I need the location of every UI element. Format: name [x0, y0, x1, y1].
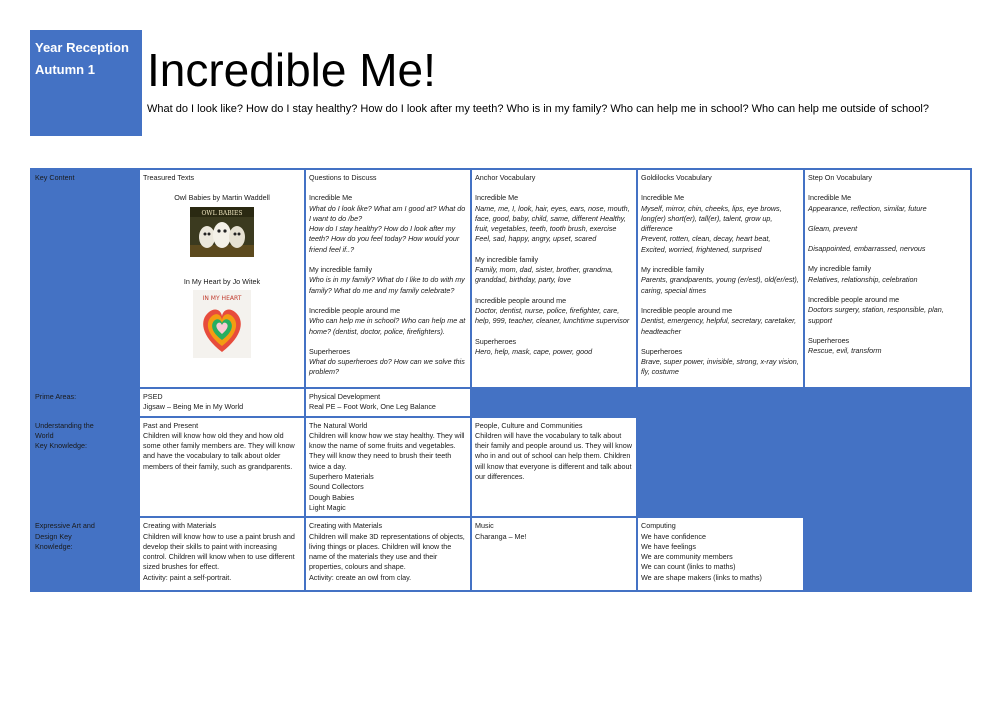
questions-s4-title: Superheroes [309, 346, 351, 356]
goldilocks-s2-text: Parents, grandparents, young (er/est), old(er/est), caring, special times [641, 275, 799, 295]
past-present-cell [139, 417, 305, 518]
goldilocks-s4-text: Brave, super power, invisible, strong, x-ray vision, fly, costume [641, 357, 799, 377]
ead-c2-title: Creating with Materials [309, 521, 383, 531]
list-item: We are shape makers (links to maths) [641, 572, 762, 582]
anchor-s4-text: Hero, help, mask, cape, power, good [475, 346, 593, 356]
stepon-s2-title: My incredible family [808, 264, 872, 274]
utw-c3-text: Children will have the vocabulary to talk about their family and people around us. They will know who in and out of school can help them. Children will know that everyone is different and talk about our differences. [475, 430, 632, 482]
empty-blue-cell [804, 388, 971, 417]
list-item: Sound Collectors [309, 482, 364, 492]
prime-areas-label: Prime Areas: [31, 388, 139, 417]
goldilocks-s1-title: Incredible Me [641, 193, 685, 203]
goldilocks-s2-title: My incredible family [641, 265, 705, 275]
in-my-heart-cover-text: IN MY HEART [202, 294, 242, 302]
empty-blue-cell [637, 388, 804, 417]
goldilocks-s3-title: Incredible people around me [641, 305, 733, 315]
goldilocks-s3-text: Dentist, emergency, helpful, secretary, caretaker, headteacher [641, 316, 797, 336]
anchor-s3-title: Incredible people around me [475, 295, 567, 305]
natural-world-cell [305, 417, 471, 518]
anchor-s2-text: Family, mom, dad, sister, brother, grandma, granddad, birthday, party, love [475, 265, 614, 285]
anchor-s2-title: My incredible family [475, 254, 539, 264]
pd-title: Physical Development [309, 392, 381, 401]
in-my-heart-cover-image [193, 290, 251, 358]
stepon-s1-title: Incredible Me [808, 193, 852, 203]
utw-label-line3: Key Knowledge: [35, 441, 87, 451]
list-item: Dough Babies [309, 492, 355, 502]
ead-c3-title: Music [475, 521, 494, 531]
questions-s3-title: Incredible people around me [309, 305, 401, 315]
stepon-s1-text: Appearance, reflection, similar, future [808, 203, 927, 213]
psed-cell [139, 388, 305, 417]
goldilocks-s1-text3: Excited, worried, frightened, surprised [641, 244, 762, 254]
utw-label-line1: Understanding the [35, 420, 94, 430]
goldilocks-s1-text2: Prevent, rotten, clean, decay, heart beat, [641, 234, 771, 244]
understanding-world-row [31, 417, 971, 518]
ead-c2-text: Children will make 3D representations of objects, living things or places. Children will know the name of the materials they use and their properties, colours and shape. [309, 531, 465, 572]
utw-c2-text: Children will know how we stay healthy. They will know the name of some fruits and vegetables. They will know they need to brush their teeth twice a day. [309, 430, 465, 471]
ead-c1-title: Creating with Materials [143, 521, 217, 531]
stepon-s4-title: Superheroes [808, 335, 850, 345]
questions-s4-text: What do superheroes do? How can we solve this problem? [309, 357, 465, 377]
utw-label-line2: World [35, 430, 54, 440]
expressive-art-row [31, 517, 971, 591]
ead-c4-title: Computing [641, 521, 676, 531]
creating-materials-cell-2 [305, 517, 471, 591]
curriculum-table [30, 168, 972, 592]
list-item: We have confidence [641, 531, 706, 541]
year-label: Year Reception [35, 40, 129, 55]
ead-c1-text: Children will know how to use a paint brush and develop their skills to paint with increasing control. Children will know when to use different sized brushes for effect. [143, 531, 295, 572]
empty-blue-cell [804, 517, 971, 591]
utw-c1-text: Children will know how old they and how old some other family members are. They will know and have the vocabulary to talk about older members of their family, such as grandparents. [143, 430, 295, 471]
anchor-vocabulary-cell [471, 169, 637, 388]
list-item: We have feelings [641, 541, 697, 551]
book2-title: In My Heart by Jo Witek [183, 276, 261, 286]
understanding-world-label [31, 417, 139, 518]
ead-c2-activity: Activity: create an owl from clay. [309, 572, 412, 582]
year-term-box [30, 30, 142, 136]
list-item: We can count (links to maths) [641, 562, 736, 572]
stepon-s2-text: Relatives, relationship, celebration [808, 274, 918, 284]
list-item: Light Magic [309, 502, 346, 512]
page-title: Incredible Me! [147, 44, 436, 96]
expressive-art-label [31, 517, 139, 591]
ead-c1-activity: Activity: paint a self-portrait. [143, 572, 232, 582]
anchor-s3-text: Doctor, dentist, nurse, police, firefighter, care, help, 999, teacher, cleaner, lunchtime supervisor [475, 305, 630, 326]
stepon-s1-text3: Disappointed, embarrassed, nervous [808, 244, 926, 254]
page-subtitle: What do I look like? How do I stay healthy? How do I look after my teeth? Who is in my family? Who can help me in school? Who can help me outside of school? [147, 103, 929, 115]
step-on-vocabulary-cell [804, 169, 971, 388]
questions-heading: Questions to Discuss [309, 173, 377, 182]
questions-s1-title: Incredible Me [309, 193, 353, 203]
psed-text: Jigsaw – Being Me in My World [143, 402, 244, 412]
list-item: Superhero Materials [309, 472, 374, 482]
anchor-heading: Anchor Vocabulary [475, 173, 536, 182]
computing-cell [637, 517, 804, 591]
book1-title: Owl Babies by Martin Waddell [174, 193, 270, 203]
term-label: Autumn 1 [35, 62, 95, 77]
ead-label-line1: Expressive Art and [35, 521, 95, 531]
psed-title: PSED [143, 392, 163, 401]
stepon-s3-title: Incredible people around me [808, 295, 900, 305]
people-culture-cell [471, 417, 637, 518]
utw-c3-title: People, Culture and Communities [475, 420, 583, 430]
list-item: We are community members [641, 552, 733, 562]
anchor-s1-title: Incredible Me [475, 193, 519, 203]
stepon-heading: Step On Vocabulary [808, 173, 872, 182]
goldilocks-vocabulary-cell [637, 169, 804, 388]
stepon-s3-text: Doctors surgery, station, responsible, plan, support [808, 305, 944, 325]
goldilocks-s4-title: Superheroes [641, 346, 683, 356]
ead-c3-text: Charanga – Me! [475, 531, 527, 541]
empty-blue-cell [804, 417, 971, 518]
treasured-texts-cell [139, 169, 305, 388]
questions-s3-text: Who can help me in school? Who can help me at home? (dentist, doctor, police, firefighters). [309, 316, 466, 336]
pd-text: Real PE – Foot Work, One Leg Balance [309, 402, 436, 412]
owl-babies-cover-text: OWL BABIES [201, 209, 243, 217]
stepon-s4-text: Rescue, evil, transform [808, 346, 882, 356]
treasured-texts-heading: Treasured Texts [143, 173, 195, 182]
physical-development-cell [305, 388, 471, 417]
goldilocks-heading: Goldilocks Vocabulary [641, 173, 712, 182]
empty-blue-cell [471, 388, 637, 417]
stepon-s1-text2: Gleam, prevent [808, 223, 858, 233]
anchor-s1-text2: Feel, sad, happy, angry, upset, scared [475, 234, 597, 244]
questions-s1-text2: How do I stay healthy? How do I look after my teeth? How do you feel today? How would your friend feel if..? [309, 224, 460, 254]
key-content-label: Key Content [31, 169, 139, 388]
key-content-row [31, 169, 971, 388]
utw-c2-title: The Natural World [309, 420, 368, 430]
empty-blue-cell [637, 417, 804, 518]
creating-materials-cell-1 [139, 517, 305, 591]
ead-label-line2: Design Key [35, 531, 72, 541]
owl-babies-cover-image [190, 207, 254, 257]
questions-s2-text: Who is in my family? What do I like to do with my family? What do me and my family celebrate? [309, 275, 465, 295]
music-cell [471, 517, 637, 591]
goldilocks-s1-text: Myself, mirror, chin, cheeks, lips, eye brows, long(er) short(er), tall(er), talent, grow up, difference [641, 203, 782, 234]
anchor-s1-text: Name, me, I, look, hair, eyes, ears, nose, mouth, face, good, baby, child, same, different Healthy, fruit, vegetables, teeth, tooth brush, exercise [475, 203, 630, 234]
questions-s2-title: My incredible family [309, 265, 373, 275]
questions-s1-text: What do I look like? What am I good at? What do I want to do /be? [309, 203, 466, 223]
utw-c1-title: Past and Present [143, 420, 199, 430]
questions-cell [305, 169, 471, 388]
ead-label-line3: Knowledge: [35, 541, 73, 551]
anchor-s4-title: Superheroes [475, 336, 517, 346]
prime-areas-row [31, 388, 971, 417]
